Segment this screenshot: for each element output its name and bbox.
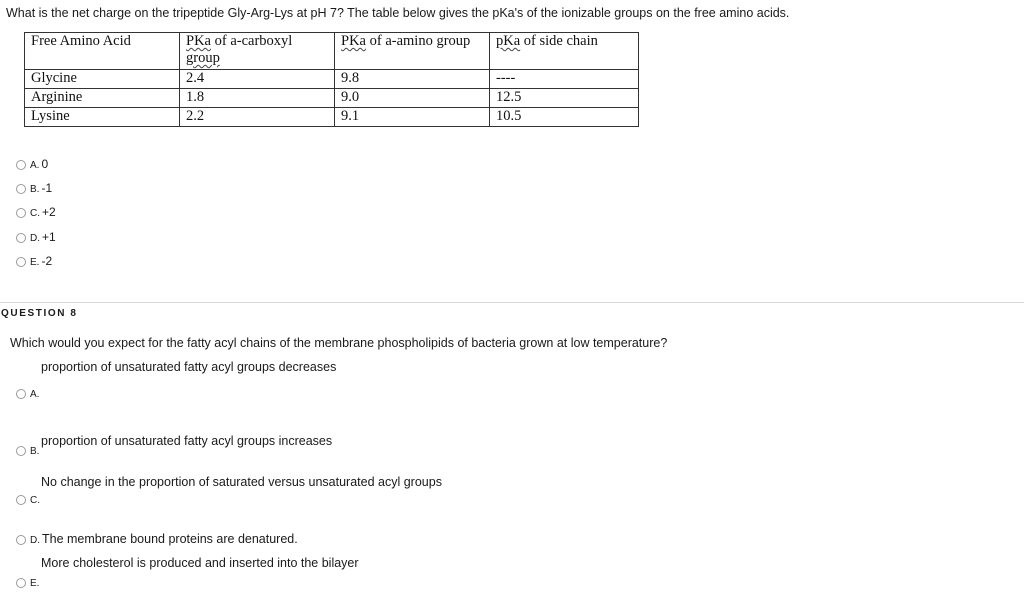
- header-side-label: of side chain: [520, 33, 598, 49]
- radio-button-icon[interactable]: [16, 233, 26, 243]
- table-row: [25, 89, 639, 108]
- header-amino: [335, 33, 490, 70]
- cell-side: ----: [490, 70, 639, 89]
- q8-option-a[interactable]: [16, 386, 41, 400]
- q8-option-b-text: proportion of unsaturated fatty acyl groups increases: [41, 434, 333, 448]
- q7-option-e[interactable]: [16, 254, 52, 268]
- header-side-pka: pKa: [496, 33, 521, 49]
- radio-button-icon[interactable]: [16, 495, 26, 505]
- cell-amino: 9.1: [335, 108, 490, 127]
- radio-button-icon[interactable]: [16, 257, 26, 267]
- option-text: -1: [41, 181, 53, 195]
- cell-amino: 9.0: [335, 89, 490, 108]
- option-letter: C.: [30, 495, 40, 506]
- question-divider: [0, 302, 1024, 303]
- pka-table: [24, 32, 639, 127]
- radio-button-icon[interactable]: [16, 446, 26, 456]
- table-header-row: [25, 33, 639, 70]
- header-carboxyl-pka: PKa: [186, 33, 211, 49]
- option-letter: A.: [30, 389, 40, 400]
- q8-option-c[interactable]: [16, 492, 42, 506]
- q7-option-b[interactable]: [16, 181, 52, 195]
- table-row: [25, 70, 639, 89]
- radio-button-icon[interactable]: [16, 535, 26, 545]
- header-carboxyl: [180, 33, 335, 70]
- cell-carboxyl: 2.4: [180, 70, 335, 89]
- q7-option-c[interactable]: [16, 205, 56, 219]
- q8-option-c-text: No change in the proportion of saturated versus unsaturated acyl groups: [41, 475, 442, 489]
- q8-option-d[interactable]: [16, 532, 298, 546]
- cell-carboxyl: 2.2: [180, 108, 335, 127]
- cell-name: Lysine: [25, 108, 180, 127]
- cell-amino: 9.8: [335, 70, 490, 89]
- header-side-chain: [490, 33, 639, 70]
- question-8-heading: QUESTION 8: [1, 308, 78, 319]
- cell-side: 10.5: [490, 108, 639, 127]
- radio-button-icon[interactable]: [16, 578, 26, 588]
- option-letter: D.: [30, 535, 40, 546]
- question-8-text: Which would you expect for the fatty acyl chains of the membrane phospholipids of bacteria grown at low temperature?: [10, 336, 668, 350]
- table-row: [25, 108, 639, 127]
- option-text: +2: [42, 205, 56, 219]
- option-text: The membrane bound proteins are denatured.: [42, 532, 298, 546]
- option-letter: B.: [30, 184, 40, 195]
- option-letter: E.: [30, 257, 40, 268]
- radio-button-icon[interactable]: [16, 160, 26, 170]
- cell-carboxyl: 1.8: [180, 89, 335, 108]
- option-letter: A.: [30, 160, 40, 171]
- option-letter: D.: [30, 233, 40, 244]
- cell-name: Glycine: [25, 70, 180, 89]
- q7-option-a[interactable]: [16, 157, 48, 171]
- q8-option-e[interactable]: [16, 575, 41, 589]
- q8-option-a-text: proportion of unsaturated fatty acyl groups decreases: [41, 360, 337, 374]
- option-letter: C.: [30, 208, 40, 219]
- header-carboxyl-group: group: [186, 50, 220, 66]
- option-text: -2: [41, 254, 53, 268]
- cell-side: 12.5: [490, 89, 639, 108]
- radio-button-icon[interactable]: [16, 389, 26, 399]
- radio-button-icon[interactable]: [16, 184, 26, 194]
- q8-option-e-text: More cholesterol is produced and inserted into the bilayer: [41, 556, 359, 570]
- header-free-amino-acid: Free Amino Acid: [25, 33, 180, 70]
- cell-name: Arginine: [25, 89, 180, 108]
- header-carboxyl-label: of a-carboxyl: [210, 33, 293, 49]
- q7-option-d[interactable]: [16, 230, 56, 244]
- q8-option-b[interactable]: [16, 443, 41, 457]
- header-amino-pka: PKa: [341, 33, 366, 49]
- option-text: 0: [41, 157, 49, 171]
- radio-button-icon[interactable]: [16, 208, 26, 218]
- option-letter: B.: [30, 446, 40, 457]
- option-text: +1: [42, 230, 56, 244]
- header-amino-label: of a-amino group: [365, 33, 471, 49]
- option-letter: E.: [30, 578, 40, 589]
- question-7-text: What is the net charge on the tripeptide Gly-Arg-Lys at pH 7? The table below gives the pKa's of the ionizable groups on the free amino acids.: [6, 6, 790, 20]
